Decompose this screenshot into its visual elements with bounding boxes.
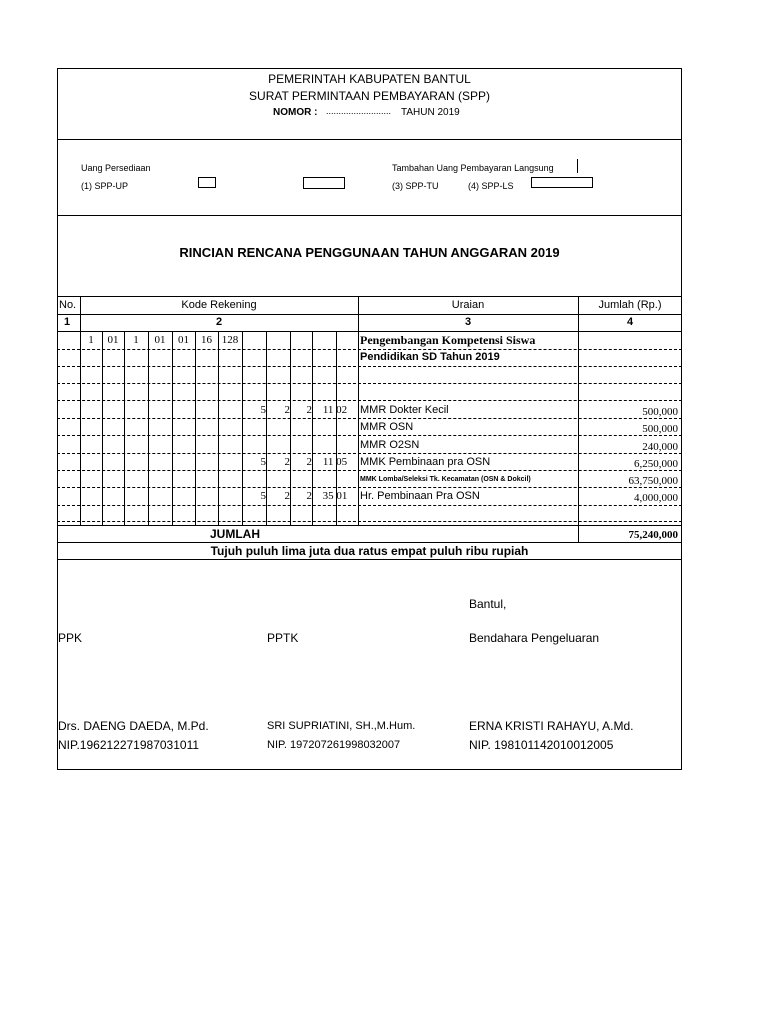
spp-tu-label: (3) SPP-TU: [392, 181, 439, 191]
col-line: [102, 331, 103, 525]
col-header-no: No.: [59, 299, 77, 311]
jumlah-cell: 6,250,000: [634, 458, 678, 470]
uraian-cell: MMR Dokter Kecil: [360, 404, 449, 416]
code-cell: 2: [284, 404, 290, 416]
bendahara-title: Bendahara Pengeluaran: [469, 631, 600, 645]
code-cell: 01: [107, 334, 119, 346]
code-cell: 2: [306, 490, 312, 502]
code-cell: 1: [88, 334, 94, 346]
jumlah-cell: 500,000: [642, 406, 678, 418]
code-cell: 2: [306, 404, 312, 416]
code-cell: 2: [284, 456, 290, 468]
uraian-cell: Pengembangan Kompetensi Siswa: [360, 333, 536, 347]
colnum-uraian: 3: [464, 316, 472, 328]
uraian-cell: MMK Pembinaan pra OSN: [360, 456, 491, 468]
row-separator: [57, 418, 682, 419]
divider: [57, 331, 682, 332]
code-cell: 1: [133, 334, 139, 346]
col-header-uraian: Uraian: [451, 299, 485, 311]
code-cell: 16: [201, 334, 212, 346]
code-cell: 5: [260, 490, 266, 502]
colnum-jumlah: 4: [626, 316, 634, 328]
row-separator: [57, 435, 682, 436]
ppk-title: PPK: [58, 631, 83, 645]
pptk-title: PPTK: [267, 631, 299, 645]
jumlah-cell: 63,750,000: [628, 475, 678, 487]
terbilang-text: Tujuh puluh lima juta dua ratus empat puluh ribu rupiah: [210, 544, 529, 558]
spp-ls-label: (4) SPP-LS: [468, 181, 514, 191]
col-header-kode: Kode Rekening: [181, 299, 257, 311]
row-separator: [57, 349, 682, 350]
nomor-label: NOMOR :: [273, 107, 318, 118]
header-line2: SURAT PERMINTAAN PEMBAYARAN (SPP): [249, 89, 490, 103]
tambahan-label: Tambahan Uang Pembayaran Langsung: [392, 163, 554, 173]
col-line: [80, 331, 81, 525]
bendahara-nip: NIP. 198101142010012005: [469, 738, 614, 752]
col-header-jumlah: Jumlah (Rp.): [598, 299, 662, 311]
spp-up-checkbox[interactable]: [198, 177, 216, 188]
code-cell: 5: [260, 404, 266, 416]
colnum-no: 1: [64, 316, 71, 328]
col-line: [358, 296, 359, 331]
code-cell: 01: [154, 334, 166, 346]
jumlah-cell: 4,000,000: [634, 492, 678, 504]
place-label: Bantul,: [469, 597, 507, 611]
code-cell: 11 02: [322, 404, 348, 416]
col-line: [358, 331, 359, 525]
pptk-name: SRI SUPRIATINI, SH.,M.Hum.: [267, 720, 416, 732]
code-cell: 128: [221, 334, 239, 346]
jumlah-label: JUMLAH: [210, 527, 260, 541]
col-line: [218, 331, 219, 525]
row-separator: [57, 521, 682, 522]
col-line: [195, 331, 196, 525]
uraian-cell: MMR OSN: [360, 421, 414, 433]
row-separator: [57, 453, 682, 454]
divider: [57, 525, 682, 526]
spp-up-label: (1) SPP-UP: [81, 181, 129, 191]
divider: [57, 559, 682, 560]
code-cell: 2: [306, 456, 312, 468]
jumlah-cell: 500,000: [642, 423, 678, 435]
spp-document-frame: [57, 68, 682, 770]
row-separator: [57, 505, 682, 506]
uraian-cell: MMK Lomba/Seleksi Tk. Kecamatan (OSN & Dokcil): [360, 476, 531, 483]
row-separator: [57, 366, 682, 367]
row-separator: [57, 383, 682, 384]
divider: [57, 139, 682, 140]
row-separator: [57, 400, 682, 401]
code-cell: 2: [284, 490, 290, 502]
divider: [57, 314, 682, 315]
cursor-bar: [577, 159, 578, 173]
col-line: [578, 296, 579, 331]
col-line: [578, 525, 579, 542]
spp-gu-checkbox[interactable]: [303, 177, 345, 189]
col-line: [124, 331, 125, 525]
ppk-name: Drs. DAENG DAEDA, M.Pd.: [58, 719, 209, 733]
code-cell: 11 05: [322, 456, 348, 468]
uraian-cell: Hr. Pembinaan Pra OSN: [360, 490, 480, 502]
pptk-nip: NIP. 197207261998032007: [267, 739, 401, 751]
col-line: [80, 296, 81, 331]
col-line: [172, 331, 173, 525]
divider: [57, 296, 682, 297]
col-line: [148, 331, 149, 525]
uraian-cell: MMR O2SN: [360, 439, 420, 451]
uang-persediaan-label: Uang Persediaan: [81, 163, 151, 173]
row-separator: [57, 470, 682, 471]
code-cell: 35 01: [322, 490, 348, 502]
tahun-label: TAHUN 2019: [401, 107, 460, 118]
divider: [57, 215, 682, 216]
jumlah-cell: 240,000: [642, 441, 678, 453]
bendahara-name: ERNA KRISTI RAHAYU, A.Md.: [469, 719, 634, 733]
jumlah-total: 75,240,000: [628, 529, 678, 541]
code-cell: 5: [260, 456, 266, 468]
row-separator: [57, 487, 682, 488]
divider: [57, 542, 682, 543]
uraian-cell: Pendidikan SD Tahun 2019: [360, 351, 500, 363]
header-line1: PEMERINTAH KABUPATEN BANTUL: [268, 72, 471, 86]
code-cell: 01: [178, 334, 189, 346]
ppk-nip: NIP.196212271987031011: [58, 738, 200, 752]
nomor-dots: ..........................: [326, 106, 392, 116]
spp-ls-checkbox[interactable]: [531, 177, 593, 188]
colnum-kode: 2: [215, 316, 223, 328]
section-title: RINCIAN RENCANA PENGGUNAAN TAHUN ANGGARAN 2019: [179, 245, 560, 260]
